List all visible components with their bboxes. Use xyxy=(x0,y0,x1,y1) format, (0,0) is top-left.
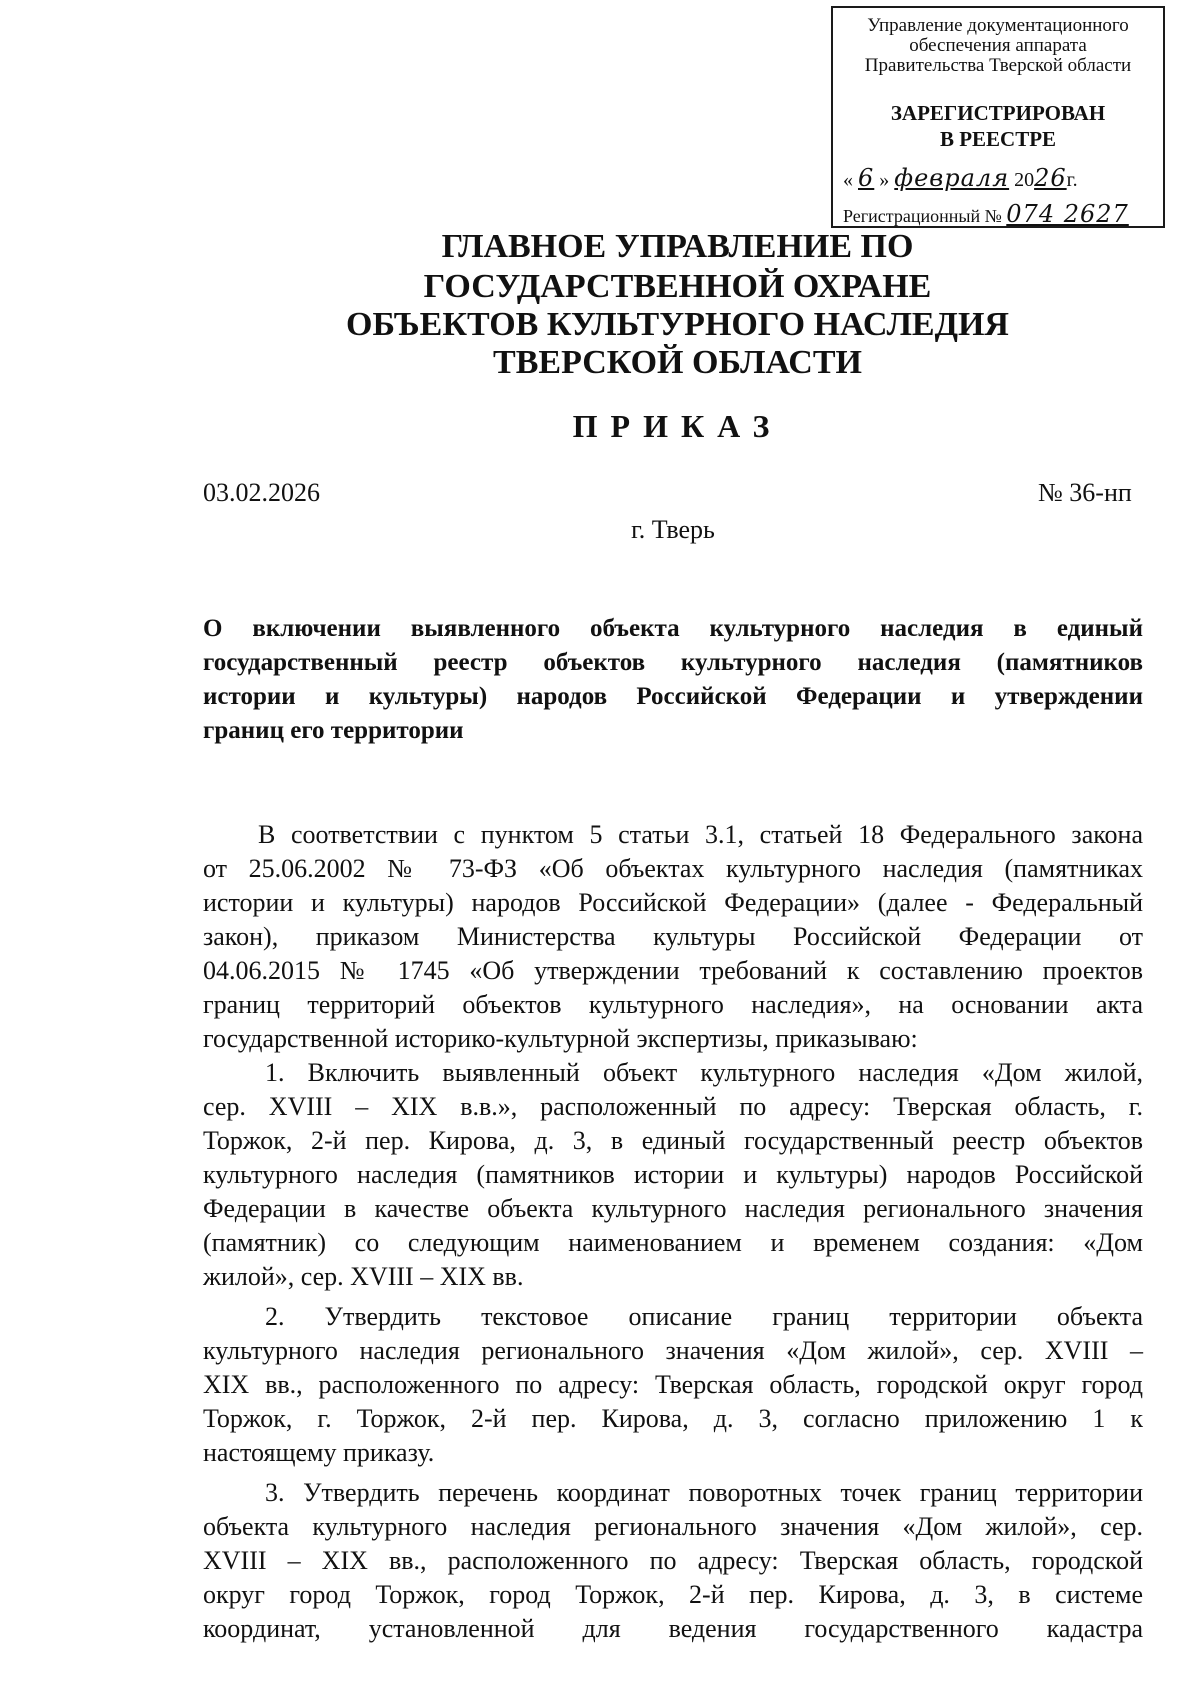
stamp-organization xyxy=(833,16,1163,76)
stamp-date-month: февраля xyxy=(894,164,1010,192)
body-line: 04.06.2015 № 1745 «Об утверждении требований к составлению проектов xyxy=(203,956,1143,985)
stamp-date-year: 26 xyxy=(1034,164,1067,192)
stamp-reg-label: Регистрационный № xyxy=(843,206,1002,226)
org-header-line: ГЛАВНОЕ УПРАВЛЕНИЕ ПО xyxy=(441,228,914,265)
body-line: настоящему приказу. xyxy=(203,1438,435,1467)
subject-line: О включении выявленного объекта культурного наследия в единый xyxy=(203,615,1143,642)
body-line: культурного наследия (памятников истории и культуры) народов Российской xyxy=(203,1160,1143,1189)
body-line: Торжок, г. Торжок, 2-й пер. Кирова, д. 3, согласно приложению 1 к xyxy=(203,1404,1143,1433)
document-number: № 36-нп xyxy=(1038,478,1132,507)
body-line: государственной историко-культурной экспертизы, приказываю: xyxy=(203,1024,918,1053)
org-header-line: ТВЕРСКОЙ ОБЛАСТИ xyxy=(493,344,862,381)
body-line: В соответствии с пунктом 5 статьи 3.1, статьей 18 Федерального закона xyxy=(258,820,1143,849)
stamp-date-quote: » xyxy=(879,169,890,191)
body-line: закон), приказом Министерства культуры Российской Федерации от xyxy=(203,922,1143,951)
body-line: культурного наследия регионального значения «Дом жилой», сер. XVIII – xyxy=(203,1336,1143,1365)
subject-line: государственный реестр объектов культурного наследия (памятников xyxy=(203,649,1143,676)
body-line: Федерации в качестве объекта культурного наследия регионального значения xyxy=(203,1194,1143,1223)
document-type: ПРИКАЗ xyxy=(572,408,783,444)
stamp-status-line: В РЕЕСТРЕ xyxy=(939,127,1057,151)
stamp-date-year-prefix: 20 xyxy=(1014,169,1035,191)
document-city: г. Тверь xyxy=(631,515,715,544)
body-line: XIX вв., расположенного по адресу: Тверская область, городской округ город xyxy=(203,1370,1143,1399)
stamp-date-suffix: г. xyxy=(1066,169,1078,191)
stamp-org-line: обеспечения аппарата xyxy=(909,35,1087,56)
body-line: сер. XVIII – XIX в.в.», расположенный по адресу: Тверская область, г. xyxy=(203,1092,1143,1121)
body-line: жилой», сер. XVIII – XIX вв. xyxy=(203,1262,524,1291)
stamp-reg-number-row xyxy=(843,200,1129,228)
body-line: округ город Торжок, город Торжок, 2-й пер. Кирова, д. 3, в системе xyxy=(203,1580,1143,1609)
body-line: истории и культуры) народов Российской Федерации» (далее - Федеральный xyxy=(203,888,1143,917)
body-line: координат, установленной для ведения государственного кадастра xyxy=(203,1614,1143,1643)
body-line: объекта культурного наследия регионального значения «Дом жилой», сер. xyxy=(203,1512,1143,1541)
stamp-status-line: ЗАРЕГИСТРИРОВАН xyxy=(890,101,1106,125)
body-line: границ территорий объектов культурного наследия», на основании акта xyxy=(203,990,1143,1019)
stamp-date-day: 6 xyxy=(858,164,875,192)
subject-line: границ его территории xyxy=(203,717,464,744)
org-header-line: ОБЪЕКТОВ КУЛЬТУРНОГО НАСЛЕДИЯ xyxy=(346,306,1009,343)
stamp-date-quote: « xyxy=(843,169,853,191)
stamp-org-line: Правительства Тверской области xyxy=(864,55,1132,76)
document-subject xyxy=(203,612,1143,748)
registration-stamp xyxy=(831,6,1165,228)
body-line: (памятник) со следующим наименованием и временем создания: «Дом xyxy=(203,1228,1143,1257)
body-line: 1. Включить выявленный объект культурного наследия «Дом жилой, xyxy=(265,1058,1143,1087)
body-line: 3. Утвердить перечень координат поворотных точек границ территории xyxy=(265,1478,1143,1507)
stamp-status xyxy=(833,100,1163,152)
org-header-line: ГОСУДАРСТВЕННОЙ ОХРАНЕ xyxy=(423,268,932,305)
stamp-date xyxy=(843,164,1078,192)
subject-line: истории и культуры) народов Российской Федерации и утверждении xyxy=(203,683,1143,710)
document-date: 03.02.2026 xyxy=(203,478,320,507)
stamp-org-line: Управление документационного xyxy=(867,15,1129,36)
body-line: 2. Утвердить текстовое описание границ территории объекта xyxy=(265,1302,1143,1331)
body-line: XVIII – XIX вв., расположенного по адресу: Тверская область, городской xyxy=(203,1546,1143,1575)
stamp-reg-number: 074 2627 xyxy=(1006,200,1129,228)
body-line: Торжок, 2-й пер. Кирова, д. 3, в единый государственный реестр объектов xyxy=(203,1126,1143,1155)
body-line: от 25.06.2002 № 73-ФЗ «Об объектах культурного наследия (памятниках xyxy=(203,854,1143,883)
document-body xyxy=(203,818,1143,1646)
